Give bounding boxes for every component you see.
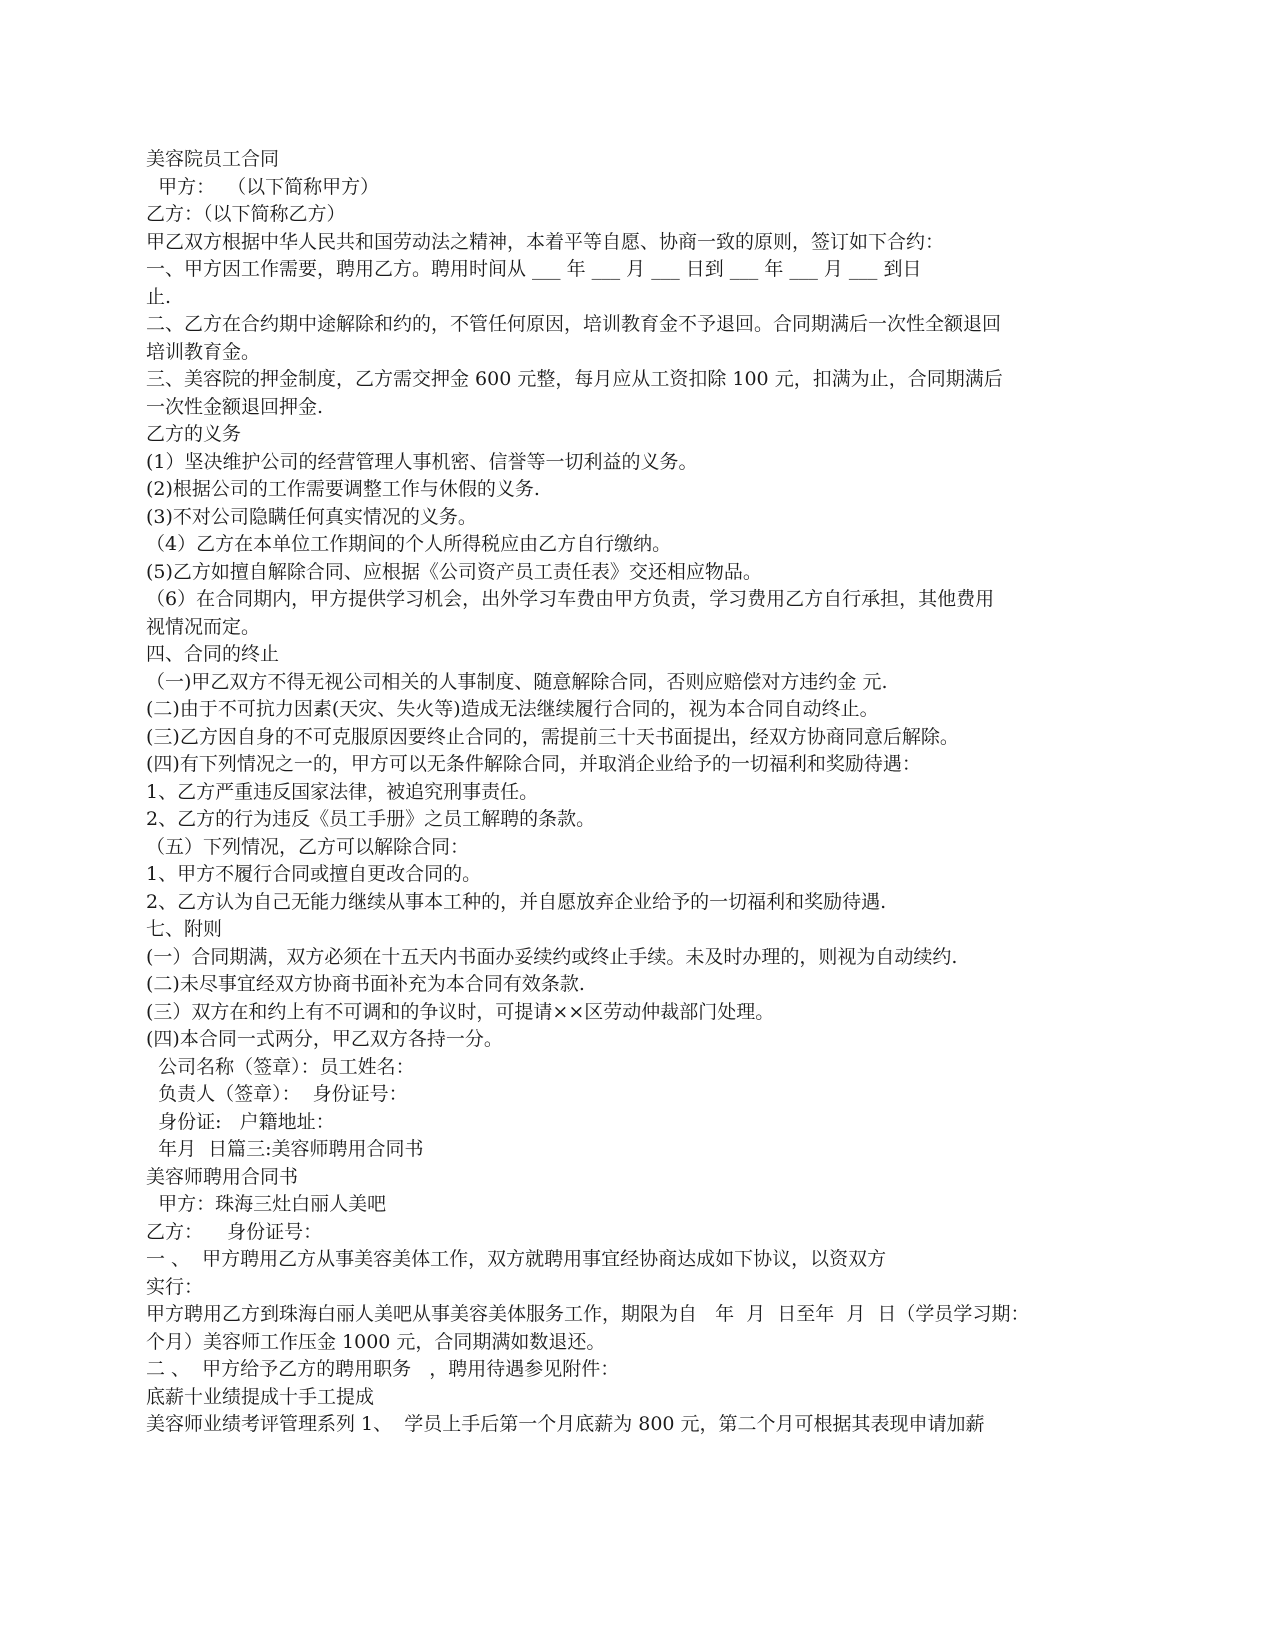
- document-line: 一、甲方因工作需要，聘用乙方。聘用时间从 ___ 年 ___ 月 ___ 日到 ___ 年 ___ 月 ___ 到日: [146, 258, 922, 280]
- document-line: (四)有下列情况之一的，甲方可以无条件解除合同，并取消企业给予的一切福利和奖励待遇：: [146, 753, 921, 775]
- document-line: 年月 日篇三:美容师聘用合同书: [146, 1138, 424, 1160]
- document-line: 2、乙方认为自己无能力继续从事本工种的，并自愿放弃企业给予的一切福利和奖励待遇.: [146, 890, 887, 913]
- document-line: (1）坚决维护公司的经营管理人事机密、信誉等一切利益的义务。: [146, 450, 698, 473]
- document-line: (5)乙方如擅自解除合同、应根据《公司资产员工责任表》交还相应物品。: [146, 560, 762, 583]
- document-line: 乙方的义务: [146, 423, 242, 445]
- document-line: 乙方：（以下简称乙方）: [146, 203, 346, 225]
- document-line: 2、乙方的行为违反《员工手册》之员工解聘的条款。: [146, 808, 596, 830]
- document-title: 美容院员工合同: [146, 148, 280, 170]
- document-line: 1、乙方严重违反国家法律，被追究刑事责任。: [146, 780, 539, 803]
- document-line: 二、乙方在合约期中途解除和约的，不管任何原因，培训教育金不予退回。合同期满后一次性全额退回: [146, 313, 1002, 335]
- document-line: 培训教育金。: [146, 340, 261, 363]
- document-line: 七、附则: [146, 918, 223, 940]
- document-line: (3)不对公司隐瞒任何真实情况的义务。: [146, 505, 477, 528]
- document-line: (二)由于不可抗力因素(天灾、失火等)造成无法继续履行合同的，视为本合同自动终止。: [146, 698, 879, 720]
- document-line: 乙方： 身份证号：: [146, 1220, 323, 1243]
- document-line: 二 、 甲方给予乙方的聘用职务 ，聘用待遇参见附件：: [146, 1358, 620, 1380]
- document-line: 甲乙双方根据中华人民共和国劳动法之精神，本着平等自愿、协商一致的原则，签订如下合约：: [146, 230, 945, 253]
- document-line: 一 、 甲方聘用乙方从事美容美体工作，双方就聘用事宜经协商达成如下协议，以资双方: [146, 1248, 887, 1270]
- document-line: 止.: [146, 285, 172, 308]
- document-line: 底薪十业绩提成十手工提成: [146, 1385, 375, 1408]
- document-line: (三）双方在和约上有不可调和的争议时，可提请××区劳动仲裁部门处理。: [146, 1000, 775, 1023]
- document-line: 三、美容院的押金制度，乙方需交押金 600 元整，每月应从工资扣除 100 元，扣满为止，合同期满后: [146, 368, 1003, 390]
- document-line: （五）下列情况，乙方可以解除合同：: [146, 835, 470, 858]
- document-line: (四)本合同一式两分，甲乙双方各持一分。: [146, 1028, 503, 1050]
- document-line: 公司名称（签章）：员工姓名：: [146, 1055, 415, 1078]
- document-line: 甲方：珠海三灶白丽人美吧: [146, 1193, 387, 1215]
- document-line: 甲方聘用乙方到珠海白丽人美吧从事美容美体服务工作，期限为自 年 月 日至年 月 日（学员学习期：: [146, 1303, 1030, 1325]
- document-line: （6）在合同期内，甲方提供学习机会，出外学习车费由甲方负责，学习费用乙方自行承担，其他费用: [146, 588, 995, 610]
- document-line: （4）乙方在本单位工作期间的个人所得税应由乙方自行缴纳。: [146, 533, 672, 555]
- document-line: 负责人（签章）： 身份证号：: [146, 1083, 408, 1105]
- document-line: (二)未尽事宜经双方协商书面补充为本合同有效条款.: [146, 973, 585, 995]
- document-line: 视情况而定。: [146, 615, 261, 638]
- document-line: 1、甲方不履行合同或擅自更改合同的。: [146, 863, 482, 885]
- document-line: 美容师聘用合同书: [146, 1165, 299, 1188]
- document-line: (三)乙方因自身的不可克服原因要终止合同的，需提前三十天书面提出，经双方协商同意后解除。: [146, 725, 959, 748]
- document-line: 一次性金额退回押金.: [146, 395, 324, 418]
- document-line: 美容师业绩考评管理系列 1、 学员上手后第一个月底薪为 800 元，第二个月可根据其表现申请加薪: [146, 1413, 985, 1435]
- document-line: 四、合同的终止: [146, 643, 280, 665]
- contract-text: [146, 146, 1146, 1439]
- document-line: 身份证: 户籍地址：: [146, 1110, 335, 1133]
- document-line: (一）合同期满，双方必须在十五天内书面办妥续约或终止手续。未及时办理的，则视为自动续约.: [146, 945, 958, 968]
- document-line: 实行：: [146, 1275, 204, 1298]
- document-line: 甲方： （以下简称甲方）: [146, 175, 380, 198]
- document-line: 个月）美容师工作压金 1000 元，合同期满如数退还。: [146, 1330, 606, 1353]
- document-line: (2)根据公司的工作需要调整工作与休假的义务.: [146, 478, 540, 500]
- document-line: （一)甲乙双方不得无视公司相关的人事制度、随意解除合同，否则应赔偿对方违约金 元.: [146, 670, 888, 693]
